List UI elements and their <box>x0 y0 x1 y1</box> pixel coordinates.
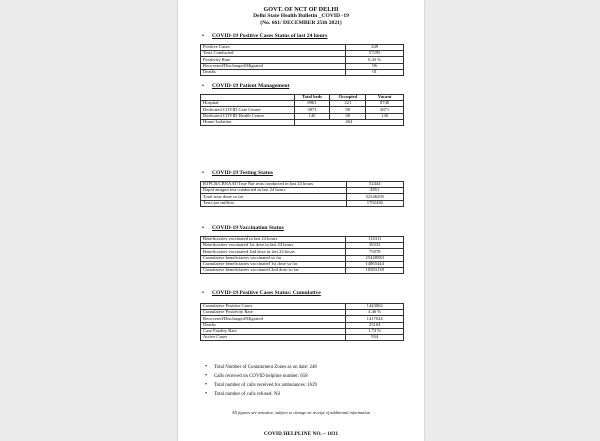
row-value: 10583139 <box>346 267 404 273</box>
row-value: 25448583 <box>346 255 404 261</box>
row-label: Rapid antigen test conducted in last 24 hours <box>201 188 347 194</box>
table-row <box>201 182 404 188</box>
row-label: Home Isolation <box>201 119 295 125</box>
row-label: RTPCR/CBNAAT/True Nat tests conducted in last 24 hours <box>201 182 347 188</box>
column-header: Vacant <box>366 95 404 101</box>
row-value: 4851 <box>346 188 403 194</box>
helpline-number: COVID HELPLINE NO. – 1031 <box>263 431 339 437</box>
row-label: Total tests done so far <box>201 194 347 200</box>
vacant-beds: 8740 <box>366 101 404 107</box>
row-value: 39233 <box>346 243 404 249</box>
positive-status-table <box>200 44 404 76</box>
row-value: 52444 <box>346 182 403 188</box>
row-value: 32346295 <box>346 194 403 200</box>
row-value: 114311 <box>346 237 404 243</box>
table-row <box>201 200 404 206</box>
occupied-beds: 00 <box>330 113 366 119</box>
row-value: 57295 <box>346 51 404 57</box>
bulletin-number: (No. 661/ DECEMBER 25th 2021) <box>260 20 342 26</box>
cumulative-status-heading: • COVID-19 Positive Cases Status: Cumulative <box>202 290 321 296</box>
row-label: Cumulative Positive Cases <box>201 304 346 310</box>
row-label: Beneficiaries vaccinated 2nd dose in last 24 hours <box>201 249 346 255</box>
column-header: Occupied <box>330 95 366 101</box>
bulletin-page <box>178 0 424 441</box>
disclaimer-note: All figures are tentative, subject to change on receipt of additional information <box>231 410 371 415</box>
row-label: Cumulative beneficiaries vaccinated so far <box>201 255 346 261</box>
row-label: Recovered/Discharged/Migrated <box>201 63 346 69</box>
row-value: 4.46 % <box>346 310 404 316</box>
row-value: 14865444 <box>346 261 404 267</box>
row-value: 25104 <box>346 322 404 328</box>
row-label: Case Fatality Rate <box>201 328 346 334</box>
row-value: 0.43 % <box>346 57 404 63</box>
row-label: Tests Conducted <box>201 51 346 57</box>
refused-calls-note: • Total number of calls refused: Nil <box>214 392 280 397</box>
bulletin-title: Delhi State Health Bulletin _COVID -19 <box>253 13 349 19</box>
row-value: 01 <box>346 69 404 75</box>
total-beds: 140 <box>294 113 330 119</box>
row-label: Positive Cases <box>201 45 346 51</box>
occupied-beds: 221 <box>330 101 366 107</box>
table-row <box>201 267 404 273</box>
row-label: Dedicated COVID Care Centre <box>201 107 295 113</box>
vaccination-status-heading: • COVID-19 Vaccination Status <box>202 225 284 231</box>
row-value: 249 <box>346 45 404 51</box>
vacant-beds: 3871 <box>366 107 404 113</box>
cumulative-status-table <box>200 303 404 341</box>
positive-status-heading: • COVID-19 Positive Cases Status of last 24 hours <box>202 33 328 39</box>
row-label: Recovered/Discharged/Migrated <box>201 316 346 322</box>
govt-title: GOVT. OF NCT OF DELHI <box>263 6 339 13</box>
helpline-calls-note: • Calls received on COVID helpline number: 658 <box>214 374 308 379</box>
table-row <box>201 119 404 125</box>
vaccination-status-table <box>200 236 404 274</box>
row-value: 96 <box>346 63 404 69</box>
total-beds: 3871 <box>294 107 330 113</box>
row-label: Cumulative beneficiaries vaccinated 1st dose so far <box>201 261 346 267</box>
patient-management-table <box>200 94 404 126</box>
row-label: Deaths <box>201 322 346 328</box>
patient-management-heading: • COVID-19 Patient Management <box>202 83 290 89</box>
row-label: Active Cases <box>201 334 346 340</box>
row-value: 1417024 <box>346 316 404 322</box>
row-label: Beneficiaries vaccinated in last 24 hours <box>201 237 346 243</box>
row-label: Positivity Rate <box>201 57 346 63</box>
testing-status-heading: • COVID-19 Testing Status <box>202 170 273 176</box>
row-label: Dedicated COVID Health Centre <box>201 113 295 119</box>
row-label: Hospital <box>201 101 295 107</box>
row-label: Cumulative Positivity Rate <box>201 310 346 316</box>
row-label: Beneficiaries vaccinated 1st dose in last 24 hours <box>201 243 346 249</box>
row-value: 1443062 <box>346 304 404 310</box>
containment-zones-note: • Total Number of Containment Zones as on date: 248 <box>214 365 317 370</box>
table-row <box>201 334 404 340</box>
row-value: 75078 <box>346 249 404 255</box>
row-value: 934 <box>346 334 404 340</box>
row-value: 1702436 <box>346 200 403 206</box>
home-isolation-value: 464 <box>294 119 403 125</box>
row-label: Deaths <box>201 69 346 75</box>
row-label: Cumulative beneficiaries vaccinated 2nd dose so far <box>201 267 346 273</box>
occupied-beds: 00 <box>330 107 366 113</box>
row-label: Tests per million <box>201 200 347 206</box>
ambulance-calls-note: • Total number of calls received for ambulances: 1629 <box>214 383 317 388</box>
total-beds: 8961 <box>294 101 330 107</box>
testing-status-table <box>200 181 404 207</box>
table-row <box>201 69 404 75</box>
row-value: 1.74 % <box>346 328 404 334</box>
column-header: Total beds <box>294 95 330 101</box>
vacant-beds: 140 <box>366 113 404 119</box>
